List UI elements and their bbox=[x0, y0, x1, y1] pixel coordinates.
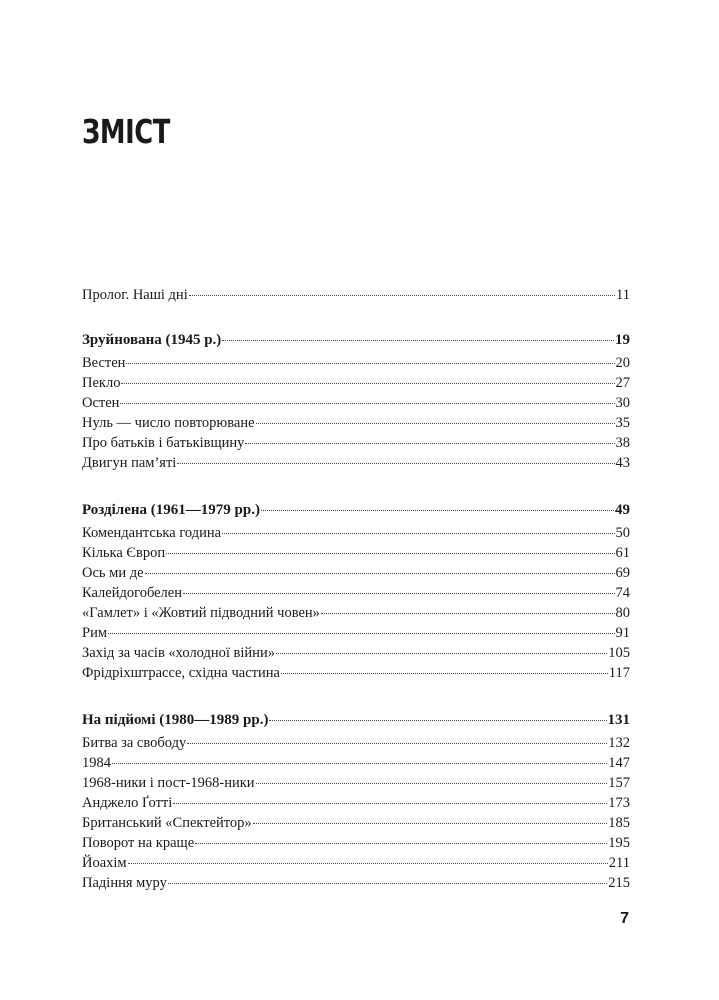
dot-leader bbox=[173, 803, 607, 804]
toc-entry-label: «Гамлет» і «Жовтий підводний човен» bbox=[82, 605, 320, 621]
toc-entry-page: 20 bbox=[615, 355, 630, 371]
toc-entry-page: 117 bbox=[608, 665, 630, 681]
toc-entry-label: Битва за свободу bbox=[82, 735, 187, 751]
toc-entry-page: 91 bbox=[615, 625, 630, 641]
toc-heading-page: 19 bbox=[615, 332, 630, 348]
dot-leader bbox=[276, 653, 607, 654]
toc-entry-label: Нуль — число повторюване bbox=[82, 415, 255, 431]
toc-entry-page: 69 bbox=[615, 565, 630, 581]
toc-entry-label: Пролог. Наші дні bbox=[82, 287, 188, 303]
dot-leader bbox=[112, 763, 607, 764]
toc-entry[interactable] bbox=[82, 833, 630, 853]
toc-entry[interactable] bbox=[82, 643, 630, 663]
toc-entry[interactable] bbox=[82, 623, 630, 643]
dot-leader bbox=[256, 423, 615, 424]
dot-leader bbox=[126, 363, 614, 364]
dot-leader bbox=[168, 883, 607, 884]
toc-entry[interactable] bbox=[82, 393, 630, 413]
dot-leader bbox=[222, 533, 614, 534]
toc-section-1 bbox=[82, 330, 630, 473]
toc-entry-label: 1984 bbox=[82, 755, 111, 771]
toc-entry-label: Анджело Ґотті bbox=[82, 795, 173, 811]
toc-entry-label: Захід за часів «холодної війни» bbox=[82, 645, 275, 661]
dot-leader bbox=[222, 340, 614, 341]
toc-entry-label: Вестен bbox=[82, 355, 126, 371]
toc-entry-page: 195 bbox=[608, 835, 630, 851]
dot-leader bbox=[166, 553, 614, 554]
toc-entry[interactable] bbox=[82, 413, 630, 433]
toc-entry-label: Британський «Спектейтор» bbox=[82, 815, 252, 831]
dot-leader bbox=[189, 295, 615, 296]
toc-entry-label: Кілька Європ bbox=[82, 545, 166, 561]
toc-entry[interactable] bbox=[82, 353, 630, 373]
toc-entry[interactable] bbox=[82, 813, 630, 833]
toc-entry-label: 1968-ники і пост-1968-ники bbox=[82, 775, 255, 791]
toc-entry-page: 147 bbox=[608, 755, 630, 771]
page-title: ЗМІСТ bbox=[82, 112, 170, 151]
toc-entry-label: Комендантська година bbox=[82, 525, 222, 541]
dot-leader bbox=[256, 783, 608, 784]
dot-leader bbox=[253, 823, 608, 824]
dot-leader bbox=[269, 720, 606, 721]
toc-entry-prologue[interactable] bbox=[82, 285, 630, 305]
dot-leader bbox=[145, 573, 615, 574]
toc-entry[interactable] bbox=[82, 563, 630, 583]
toc-entry-page: 105 bbox=[608, 645, 630, 661]
dot-leader bbox=[187, 743, 607, 744]
toc-entry-page: 30 bbox=[615, 395, 630, 411]
dot-leader bbox=[321, 613, 615, 614]
toc-entry-page: 27 bbox=[615, 375, 630, 391]
toc-entry[interactable] bbox=[82, 603, 630, 623]
toc-entry-page: 157 bbox=[608, 775, 630, 791]
toc-entry-label: Остен bbox=[82, 395, 120, 411]
dot-leader bbox=[177, 463, 614, 464]
toc-entry[interactable] bbox=[82, 663, 630, 683]
toc-entry-page: 185 bbox=[608, 815, 630, 831]
dot-leader bbox=[281, 673, 608, 674]
toc-section-2 bbox=[82, 500, 630, 683]
toc-entry-page: 74 bbox=[615, 585, 630, 601]
toc-entry[interactable] bbox=[82, 453, 630, 473]
toc-heading-label: Зруйнована (1945 р.) bbox=[82, 332, 222, 348]
toc-entry-label: Пекло bbox=[82, 375, 121, 391]
toc-entry-label: Рим bbox=[82, 625, 107, 641]
toc-entry[interactable] bbox=[82, 543, 630, 563]
dot-leader bbox=[195, 843, 607, 844]
toc-entry-page: 132 bbox=[608, 735, 630, 751]
toc-entry-page: 211 bbox=[608, 855, 630, 871]
toc-entry[interactable] bbox=[82, 793, 630, 813]
toc-prologue bbox=[82, 285, 630, 305]
toc-entry-page: 80 bbox=[615, 605, 630, 621]
toc-entry[interactable] bbox=[82, 853, 630, 873]
toc-entry-label: Йоахім bbox=[82, 855, 127, 871]
toc-entry-label: Ось ми де bbox=[82, 565, 144, 581]
toc-entry[interactable] bbox=[82, 373, 630, 393]
toc-entry-label: Про батьків і батьківщину bbox=[82, 435, 245, 451]
toc-section-heading[interactable] bbox=[82, 710, 630, 730]
page-number: 7 bbox=[620, 910, 629, 927]
toc-entry[interactable] bbox=[82, 523, 630, 543]
dot-leader bbox=[128, 863, 608, 864]
toc-heading-label: Розділена (1961—1979 рр.) bbox=[82, 502, 260, 518]
dot-leader bbox=[261, 510, 614, 511]
toc-entry-page: 215 bbox=[608, 875, 630, 891]
toc-heading-page: 131 bbox=[607, 712, 630, 728]
toc-heading-page: 49 bbox=[615, 502, 630, 518]
toc-entry-label: Падіння муру bbox=[82, 875, 167, 891]
dot-leader bbox=[120, 403, 614, 404]
dot-leader bbox=[183, 593, 615, 594]
toc-entry-page: 43 bbox=[615, 455, 630, 471]
toc-entry-label: Поворот на краще bbox=[82, 835, 195, 851]
dot-leader bbox=[108, 633, 615, 634]
toc-entry[interactable] bbox=[82, 873, 630, 893]
toc-entry[interactable] bbox=[82, 433, 630, 453]
toc-entry-page: 35 bbox=[615, 415, 630, 431]
toc-entry-label: Калейдогобелен bbox=[82, 585, 182, 601]
toc-entry[interactable] bbox=[82, 733, 630, 753]
toc-section-3 bbox=[82, 710, 630, 893]
dot-leader bbox=[121, 383, 614, 384]
toc-entry-page: 50 bbox=[615, 525, 630, 541]
toc-entry[interactable] bbox=[82, 773, 630, 793]
toc-entry[interactable] bbox=[82, 583, 630, 603]
toc-entry-label: Фрідріхштрассе, східна частина bbox=[82, 665, 280, 681]
toc-entry-page: 61 bbox=[615, 545, 630, 561]
toc-entry-page: 38 bbox=[615, 435, 630, 451]
toc-section-heading[interactable] bbox=[82, 330, 630, 350]
toc-entry-page: 11 bbox=[616, 287, 630, 303]
toc-heading-label: На підйомі (1980—1989 рр.) bbox=[82, 712, 269, 728]
toc-entry-page: 173 bbox=[608, 795, 630, 811]
toc-entry-label: Двигун пам’яті bbox=[82, 455, 177, 471]
dot-leader bbox=[245, 443, 614, 444]
toc-entry[interactable] bbox=[82, 753, 630, 773]
toc-section-heading[interactable] bbox=[82, 500, 630, 520]
